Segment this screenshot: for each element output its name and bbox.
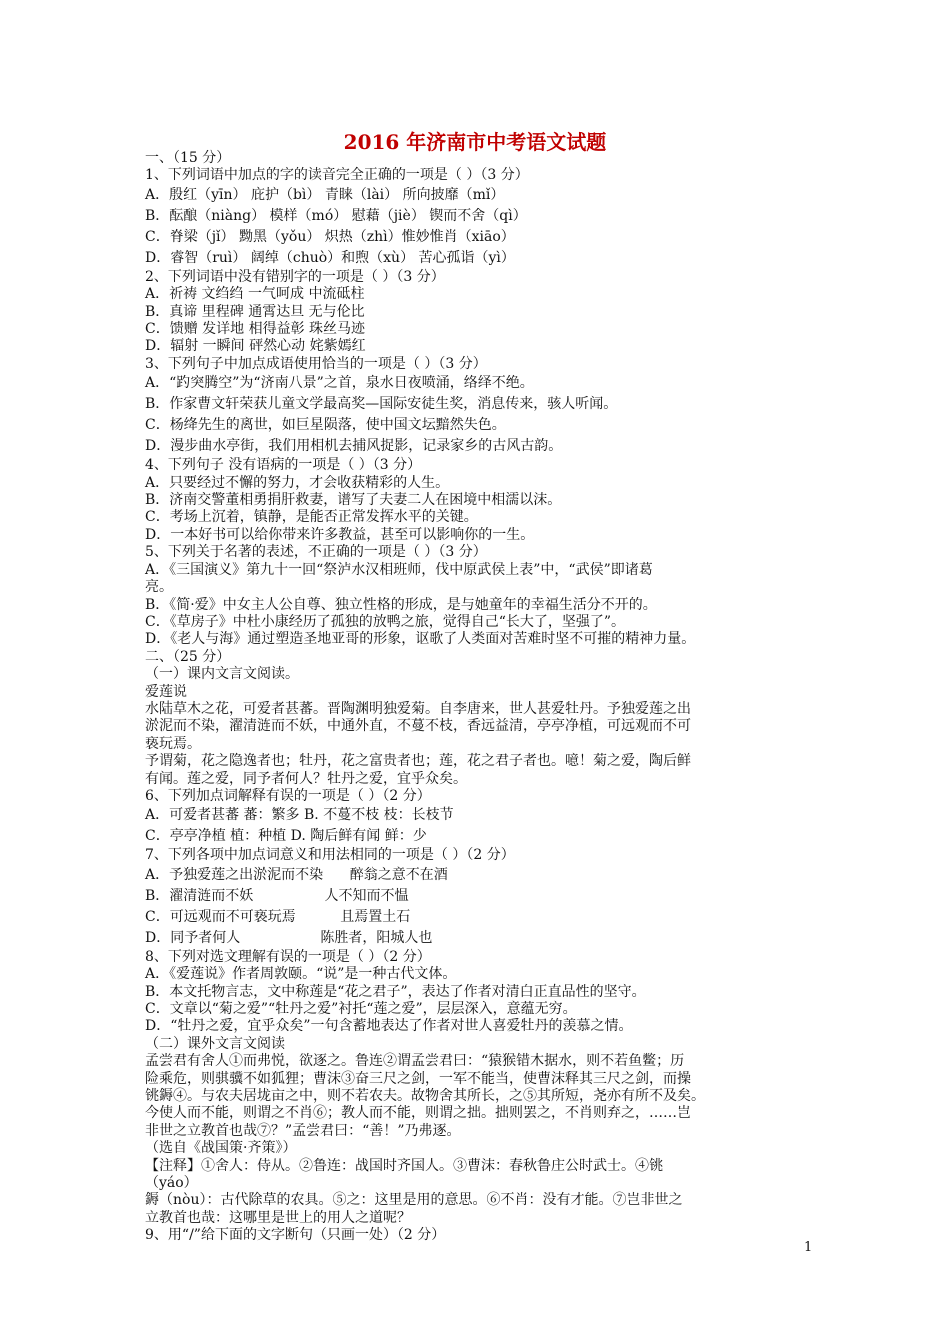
- text-line: D．一本好书可以给你带来许多教益，甚至可以影响你的一生。: [145, 526, 535, 543]
- text-line: 8、下列对选文理解有误的一项是（ ）（2 分）: [145, 948, 431, 965]
- text-line: D．“牡丹之爱，宜乎众矣”一句含蓄地表达了作者对世人喜爱牡丹的羡慕之情。: [145, 1018, 633, 1035]
- text-line: C．脊梁（jǐ） 黝黑（yǒu） 炽热（zhì）惟妙惟肖（xiāo）: [145, 228, 515, 245]
- text-line: A．《三国演义》第九十一回“祭泸水汉相班师，伐中原武侯上表”中，“武侯”即诸葛: [145, 561, 653, 578]
- text-line: 淤泥而不染，濯清涟而不妖，中通外直，不蔓不枝，香远益清，亭亭净植，可远观而不可: [145, 718, 691, 735]
- text-line: 4、下列句子 没有语病的一项是（ ）（3 分）: [145, 457, 422, 474]
- text-line: 孟尝君有舍人①而弗悦，欲逐之。鲁连②谓孟尝君曰：“猿猴错木据水，则不若鱼鳖；历: [145, 1053, 685, 1070]
- text-line: 险乘危，则骐骥不如狐狸；曹沫③奋三尺之剑，一军不能当，使曹沫释其三尺之剑，而操: [145, 1070, 691, 1087]
- text-line: D．睿智（ruì） 阔绰（chuò）和煦（xù） 苦心孤诣（yì）: [145, 249, 515, 266]
- text-line: 二、（25 分）: [145, 648, 231, 665]
- text-line: C．考场上沉着，镇静，是能否正常发挥水平的关键。: [145, 509, 478, 526]
- text-line: A．予独爱莲之出淤泥而不染 醉翁之意不在酒: [145, 866, 448, 883]
- text-line: A．只要经过不懈的努力，才会收获精彩的人生。: [145, 474, 450, 491]
- text-line: 3、下列句子中加点成语使用恰当的一项是（ ）（3 分）: [145, 355, 487, 372]
- text-line: D．同予者何人 陈胜者，阳城人也: [145, 929, 433, 946]
- text-line: 今使人而不能，则谓之不肖⑥；教人而不能，则谓之拙。拙则罢之，不肖则弃之，……岂: [145, 1105, 691, 1122]
- text-line: 有闻。莲之爱，同予者何人？牡丹之爱，宜乎众矣。: [145, 770, 467, 787]
- text-line: 2、下列词语中没有错别字的一项是（ ）（3 分）: [145, 268, 445, 285]
- text-line: （二）课外文言文阅读: [145, 1035, 285, 1052]
- text-line: 非世之立教首也哉⑦？”孟尝君曰：“善！”乃弗逐。: [145, 1122, 461, 1139]
- text-line: B．濯清涟而不妖 人不知而不愠: [145, 887, 409, 904]
- text-line: A．祈祷 文绉绉 一气呵成 中流砥柱: [145, 286, 365, 303]
- text-line: C．亭亭净植 植：种植 D. 陶后鲜有闻 鲜：少: [145, 828, 427, 845]
- page-title: 2016 年济南市中考语文试题: [343, 130, 607, 154]
- text-line: C．文章以“菊之爱”“牡丹之爱”衬托“莲之爱”，层层深入，意蕴无穷。: [145, 1001, 577, 1017]
- text-line: （选自《战国策·齐策》）: [145, 1140, 297, 1157]
- text-line: A．可爱者甚蕃 蕃：繁多 B. 不蔓不枝 枝：长枝节: [145, 807, 454, 824]
- text-line: D．《老人与海》通过塑造圣地亚哥的形象，讴歌了人类面对苦难时坚不可摧的精神力量。: [145, 631, 696, 648]
- text-line: A．《爱莲说》作者周敦颐。“说”是一种古代文体。: [145, 966, 457, 983]
- text-line: 7、下列各项中加点词意义和用法相同的一项是（ ）（2 分）: [145, 847, 515, 864]
- text-line: B．本文托物言志，文中称莲是“花之君子”，表达了作者对清白正直品性的坚守。: [145, 983, 646, 1000]
- document-body: [145, 150, 813, 1245]
- text-line: 鎒（nòu）：古代除草的农具。⑤之：这里是用的意思。⑥不肖：没有才能。⑦岂非世之: [145, 1192, 683, 1209]
- text-line: （yáo）: [145, 1175, 198, 1192]
- text-line: 9、用“/”给下面的文字断句（只画一处）（2 分）: [145, 1227, 446, 1244]
- text-line: C．杨绛先生的离世，如巨星陨落，使中国文坛黯然失色。: [145, 417, 506, 434]
- text-line: B．真谛 里程碑 通霄达旦 无与伦比: [145, 303, 365, 320]
- text-line: B．酝酿（niàng） 模样（mó） 慰藉（jiè） 锲而不舍（qì）: [145, 207, 527, 224]
- text-line: 亵玩焉。: [145, 735, 201, 752]
- text-line: B．作家曹文轩荣获儿童文学最高奖—国际安徒生奖，消息传来，骇人听闻。: [145, 396, 618, 413]
- text-line: 铫鎒④。与农夫居垅亩之中，则不若农夫。故物舍其所长，之⑤其所短，尧亦有所不及矣。: [145, 1088, 705, 1105]
- text-line: A．殷红（yīn） 庇护（bì） 青睐（lài） 所向披靡（mǐ）: [145, 186, 505, 203]
- text-line: （一）课内文言文阅读。: [145, 666, 299, 683]
- text-line: 5、下列关于名著的表述，不正确的一项是（ ）（3 分）: [145, 544, 487, 561]
- text-line: D．辐射 一瞬间 砰然心动 姹紫嫣红: [145, 338, 366, 355]
- text-line: C．《草房子》中杜小康经历了孤独的放鸭之旅，觉得自己“长大了，坚强了”。: [145, 613, 626, 630]
- text-line: A．“趵突腾空”为“济南八景”之首，泉水日夜喷涌，络绎不绝。: [145, 375, 534, 392]
- text-line: 【注释】①舍人：侍从。②鲁连：战国时齐国人。③曹沫：春秋鲁庄公时武士。④铫: [145, 1157, 663, 1174]
- text-line: 水陆草木之花，可爱者甚蕃。晋陶渊明独爱菊。自李唐来，世人甚爱牡丹。予独爱莲之出: [145, 700, 691, 717]
- text-line: B．济南交警董相勇捐肝救妻，谱写了夫妻二人在困境中相濡以沫。: [145, 492, 562, 509]
- text-line: 予谓菊，花之隐逸者也；牡丹，花之富贵者也；莲，花之君子者也。噫！菊之爱，陶后鲜: [145, 753, 691, 770]
- text-line: 亮。: [145, 579, 173, 596]
- text-line: 爱莲说: [145, 683, 187, 700]
- text-line: B．《简·爱》中女主人公自尊、独立性格的形成，是与她童年的幸福生活分不开的。: [145, 596, 657, 613]
- text-line: C．馈赠 发详地 相得益彰 珠丝马迹: [145, 321, 366, 338]
- text-line: 6、下列加点词解释有误的一项是（ ）（2 分）: [145, 787, 431, 804]
- text-line: 立教首也哉：这哪里是世上的用人之道呢？: [145, 1209, 411, 1226]
- page-number: 1: [804, 1240, 813, 1255]
- text-line: 1、下列词语中加点的字的读音完全正确的一项是（ ）（3 分）: [145, 167, 529, 184]
- text-line: D．漫步曲水亭街，我们用相机去捕风捉影，记录家乡的古风古韵。: [145, 438, 563, 455]
- text-line: 一、（15 分）: [145, 150, 231, 166]
- text-line: C．可远观而不可亵玩焉 且焉置土石: [145, 908, 411, 925]
